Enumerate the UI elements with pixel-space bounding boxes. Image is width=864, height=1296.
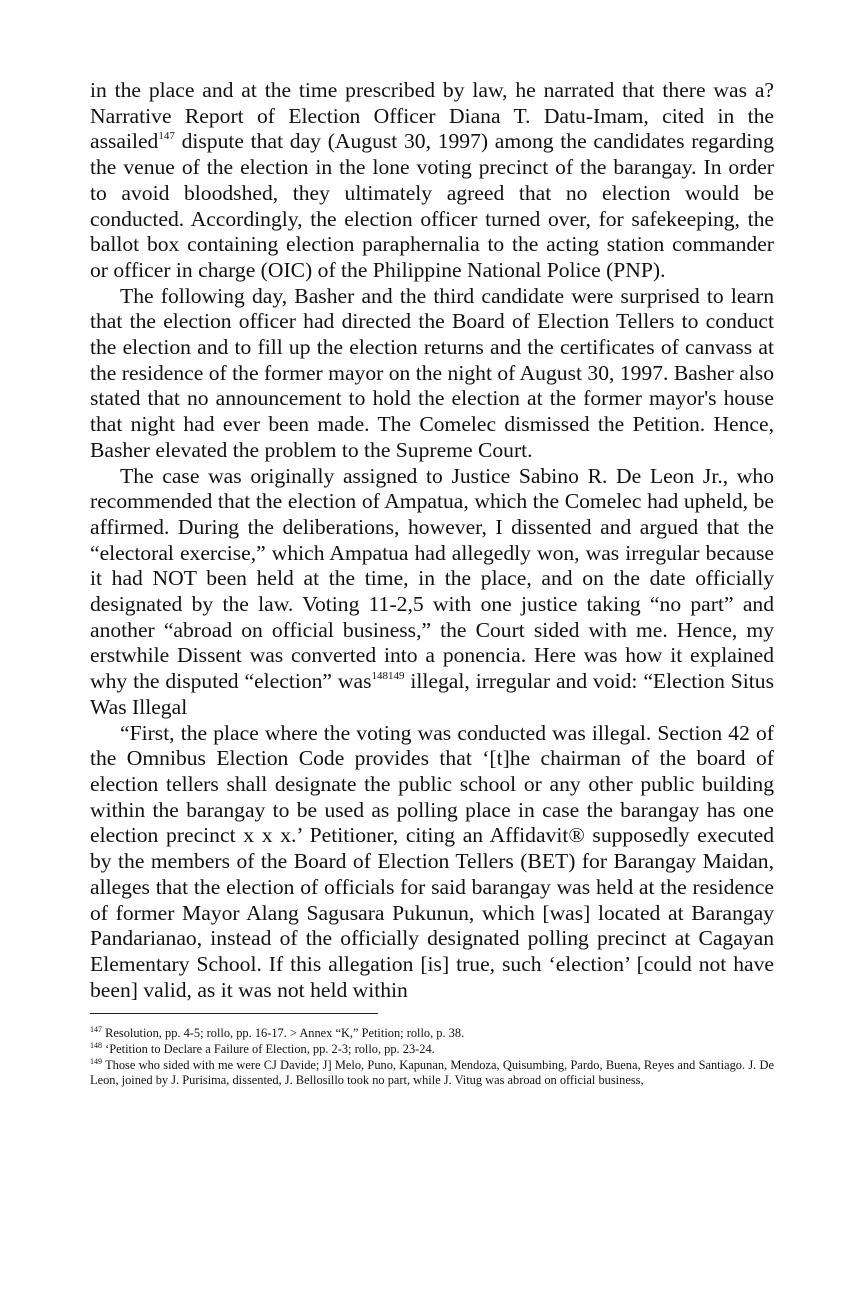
footnote-number: 147 <box>90 1025 102 1035</box>
footnote-number: 148 <box>90 1040 102 1050</box>
paragraph-text: illegal, irregular and void: “Election Situs Was Illegal <box>90 669 774 719</box>
footnote-divider <box>90 1013 378 1014</box>
paragraph <box>90 464 774 721</box>
paragraph <box>90 284 774 464</box>
paragraph-text: in the place and at the time prescribed by law, he narrated that there was a? Narrative Report of Election Officer Diana T. Datu-Imam, cited in the assailed <box>90 78 774 154</box>
paragraph-text: dispute that day (August 30, 1997) among the candidates regarding the venue of the election in the lone voting precinct of the barangay. In order to avoid bloodshed, they ultimately agreed that no election would be conducted. Accordingly, the election officer turned over, for safekeeping, the ballot box containing election paraphernalia to the acting station commander or officer in charge (OIC) of the Philippine National Police (PNP). <box>90 129 774 282</box>
footnote <box>90 1058 774 1089</box>
footnote <box>90 1042 774 1058</box>
footnote <box>90 1026 774 1042</box>
footnote-text: ‘Petition to Declare a Failure of Election, pp. 2-3; rollo, pp. 23-24. <box>105 1041 435 1056</box>
document-page <box>90 78 774 1089</box>
paragraph-text: The following day, Basher and the third candidate were surprised to learn that the election officer had directed the Board of Election Tellers to conduct the election and to fill up the election returns and the certificates of canvass at the residence of the former mayor on the night of August 30, 1997. Basher also stated that no announcement to hold the election at the former mayor's house that night had ever been made. The Comelec dismissed the Petition. Hence, Basher elevated the problem to the Supreme Court. <box>90 283 774 462</box>
footnote-text: Those who sided with me were CJ Davide; J] Melo, Puno, Kapunan, Mendoza, Quisumbing, Pardo, Buena, Reyes and Santiago. J. De Leon, joined by J. Purisima, dissented, J. Bellosillo took no part, while J. Vitug was abroad on official business, <box>90 1057 774 1088</box>
paragraph <box>90 721 774 1004</box>
footnote-ref: 148149 <box>371 670 405 683</box>
paragraph <box>90 78 774 284</box>
footnotes <box>90 1026 774 1088</box>
footnote-number: 149 <box>90 1056 102 1066</box>
paragraph-text: “First, the place where the voting was conducted was illegal. Section 42 of the Omnibus Election Code provides that ‘[t]he chairman of the board of election tellers shall designate the public school or any other public building within the barangay to be used as polling place in case the barangay has one election precinct x x x.’ Petitioner, citing an Affidavit® supposedly executed by the members of the Board of Election Tellers (BET) for Barangay Maidan, alleges that the election of officials for said barangay was held at the residence of former Mayor Alang Sagusara Pukunun, which [was] located at Barangay Pandarianao, instead of the officially designated polling precinct at Cagayan Elementary School. If this allegation [is] true, such ‘election’ [could not have been] valid, as it was not held within <box>90 720 774 1002</box>
body-text <box>90 78 774 1003</box>
footnote-ref: 147 <box>158 130 175 143</box>
footnote-text: Resolution, pp. 4-5; rollo, pp. 16-17. > Annex “K,” Petition; rollo, p. 38. <box>105 1026 465 1041</box>
paragraph-text: The case was originally assigned to Justice Sabino R. De Leon Jr., who recommended that the election of Ampatua, which the Comelec had upheld, be affirmed. During the deliberations, however, I dissented and argued that the “electoral exercise,” which Ampatua had allegedly won, was irregular because it had NOT been held at the time, in the place, and on the date officially designated by the law. Voting 11-2,5 with one justice taking “no part” and another “abroad on official business,” the Court sided with me. Hence, my erstwhile Dissent was converted into a ponencia. Here was how it explained why the disputed “election” was <box>90 463 774 694</box>
